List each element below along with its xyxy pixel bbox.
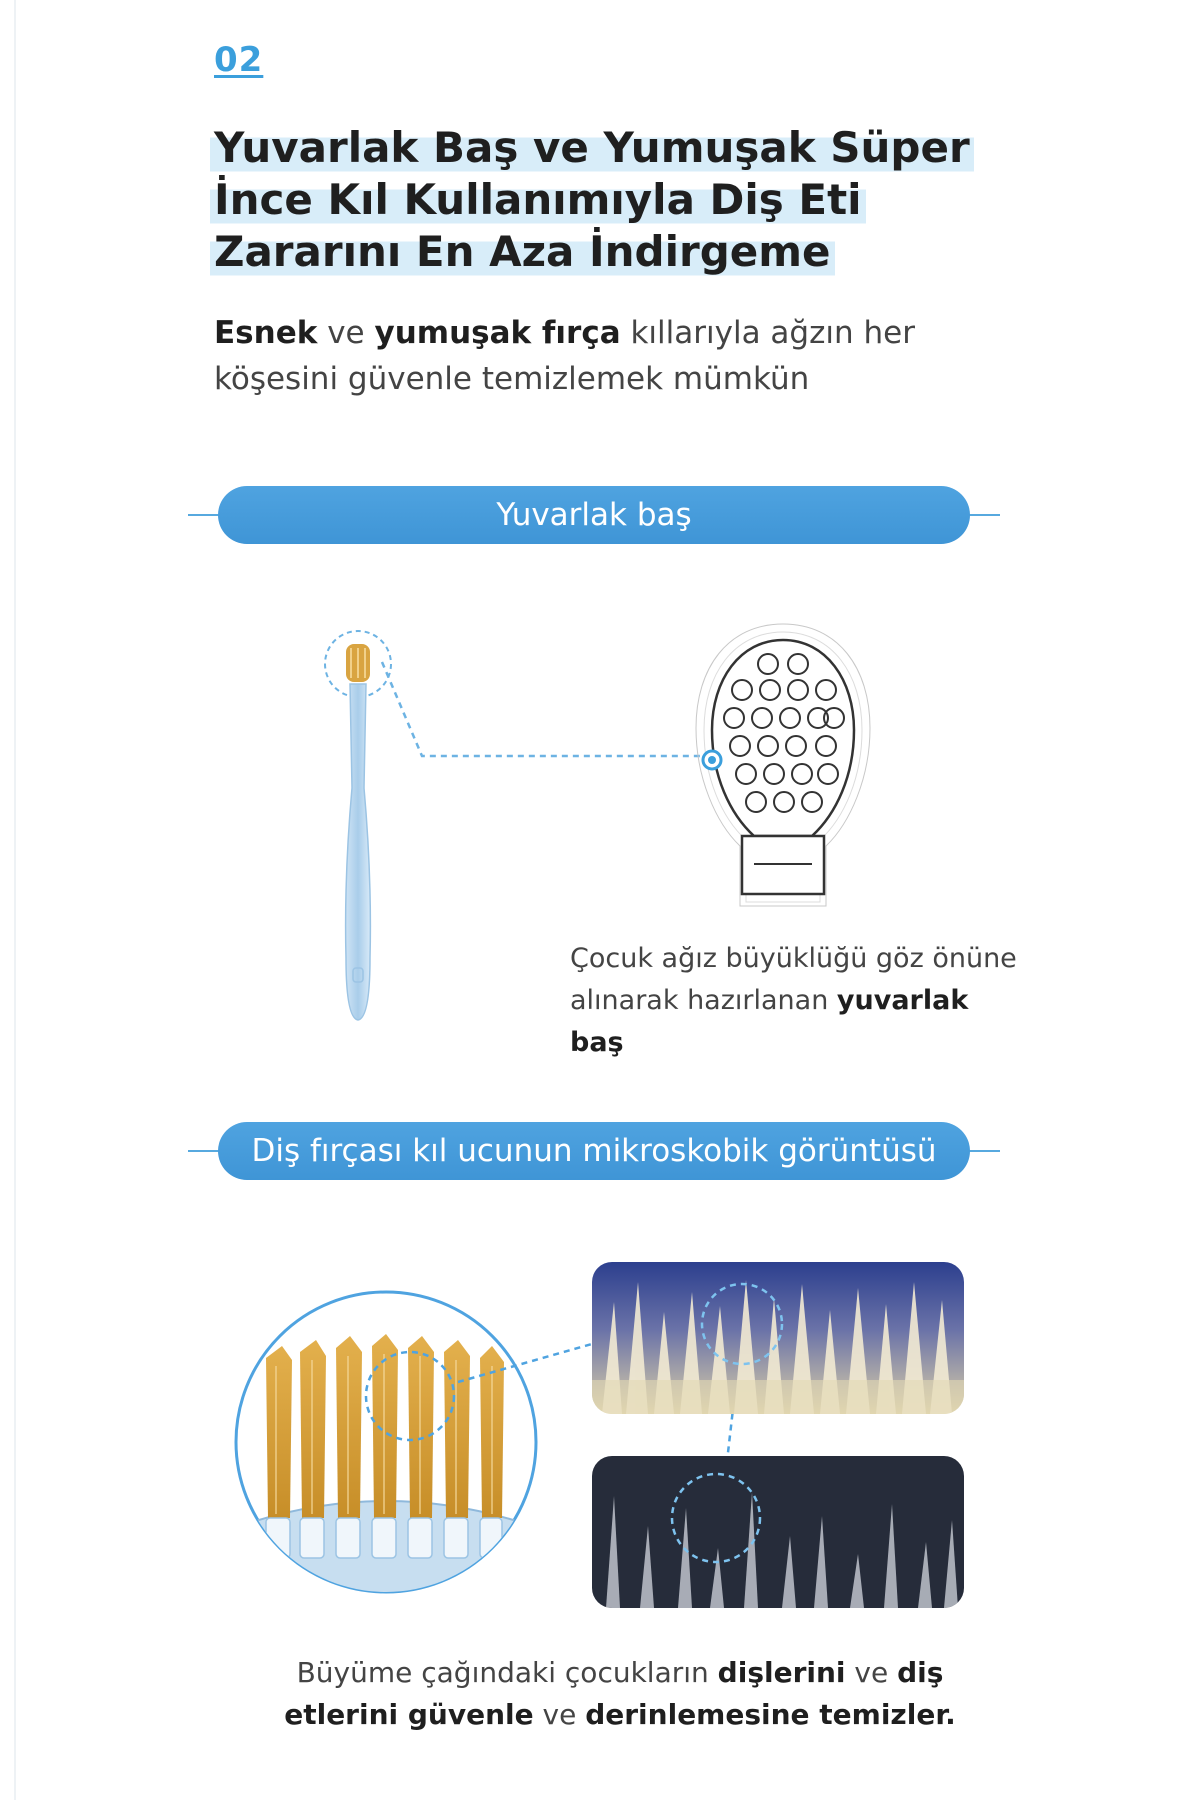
intro-bold-flexible: Esnek (214, 315, 318, 351)
micro-caption-text-2: ve (845, 1656, 898, 1689)
headline-line-1: Yuvarlak Baş ve Yumuşak Süper (210, 122, 974, 174)
headline-line-2: İnce Kıl Kullanımıyla Diş Eti (210, 174, 866, 226)
micro-caption-bold-1: dişlerini (717, 1656, 846, 1689)
micro-caption-text-3: ve (533, 1698, 586, 1731)
section-pill-microscope: Diş fırçası kıl ucunun mikroskobik görüntüsü (218, 1122, 970, 1180)
intro-paragraph (214, 310, 974, 402)
round-head-caption (570, 938, 1030, 1064)
micro-caption-bold-2: diş etlerini güvenle (284, 1656, 944, 1731)
section-pill-round-head: Yuvarlak baş (218, 486, 970, 544)
round-head-caption-bold: yuvarlak baş (570, 985, 969, 1058)
micro-caption-text-1: Büyüme çağındaki çocukların (296, 1656, 718, 1689)
microscope-caption (240, 1652, 1000, 1736)
round-head-caption-text: Çocuk ağız büyüklüğü göz önüne alınarak hazırlanan (570, 943, 1017, 1016)
page-edge-rule (14, 0, 16, 1800)
microscope-image-bottom (592, 1456, 964, 1608)
brush-head-diagram-icon (688, 618, 878, 918)
intro-text-2: kıllarıyla ağzın her köşesini güvenle temizlemek mümkün (214, 315, 915, 397)
micro-caption-bold-3: derinlemesine temizler. (585, 1698, 956, 1731)
section-bar-microscope (218, 1122, 970, 1180)
microscope-image-top (592, 1262, 964, 1414)
intro-text-1: ve (317, 315, 375, 351)
page-headline (210, 122, 970, 278)
connector-line (380, 660, 720, 770)
intro-bold-soft: yumuşak fırça (374, 315, 621, 351)
headline-line-3: Zararını En Aza İndirgeme (210, 226, 835, 278)
step-number: 02 (214, 40, 264, 80)
section-bar-round-head (218, 486, 970, 544)
